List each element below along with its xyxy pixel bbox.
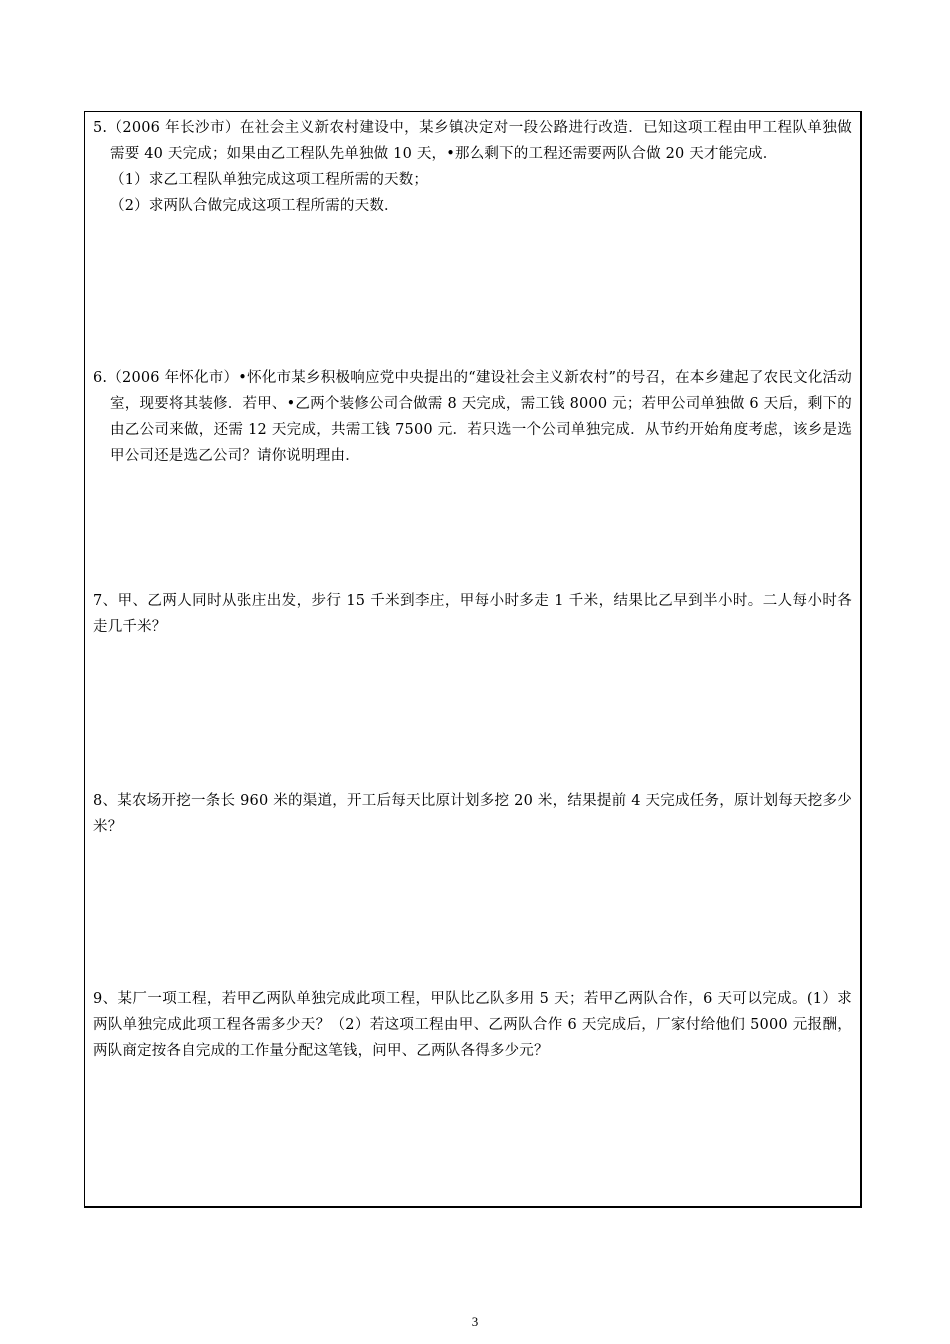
problem-5 — [93, 115, 852, 219]
problem-5-text: 5.（2006 年长沙市）在社会主义新农村建设中，某乡镇决定对一段公路进行改造．已知这项工程由甲工程队单独做需要 40 天完成；如果由乙工程队先单独做 10 天，•那么剩下的工程还需要两队合做 20 天才能完成． — [93, 120, 852, 162]
problem-7 — [93, 588, 852, 640]
problem-9-text: 9、某厂一项工程，若甲乙两队单独完成此项工程，甲队比乙队多用 5 天；若甲乙两队合作，6 天可以完成。(1）求两队单独完成此项工程各需多少天？（2）若这项工程由甲、乙两队合作 6 天完成后，厂家付给他们 5000 元报酬，两队商定按各自完成的工作量分配这笔钱，问甲、乙两队各得多少元？ — [93, 991, 852, 1059]
problem-6 — [93, 365, 852, 469]
problem-6-text: 6.（2006 年怀化市）•怀化市某乡积极响应党中央提出的“建设社会主义新农村”的号召，在本乡建起了农民文化活动室，现要将其装修．若甲、•乙两个装修公司合做需 8 天完成，需工钱 8000 元；若甲公司单独做 6 天后，剩下的由乙公司来做，还需 12 天完成，共需工钱 7500 元．若只选一个公司单独完成．从节约开始角度考虑，该乡是选甲公司还是选乙公司？请你说明理由． — [93, 370, 852, 464]
problem-9 — [93, 986, 852, 1064]
page-number: 3 — [471, 1314, 479, 1329]
problem-8 — [93, 788, 852, 840]
problem-5-subquestion-2: （2）求两队合做完成这项工程所需的天数． — [110, 198, 399, 214]
problem-8-text: 8、某农场开挖一条长 960 米的渠道，开工后每天比原计划多挖 20 米，结果提前 4 天完成任务，原计划每天挖多少米？ — [93, 793, 852, 835]
problem-7-text: 7、甲、乙两人同时从张庄出发，步行 15 千米到李庄，甲每小时多走 1 千米，结果比乙早到半小时。二人每小时各走几千米？ — [93, 593, 852, 635]
worksheet-frame — [84, 111, 862, 1208]
problem-5-subquestion-1: （1）求乙工程队单独完成这项工程所需的天数； — [110, 172, 429, 188]
